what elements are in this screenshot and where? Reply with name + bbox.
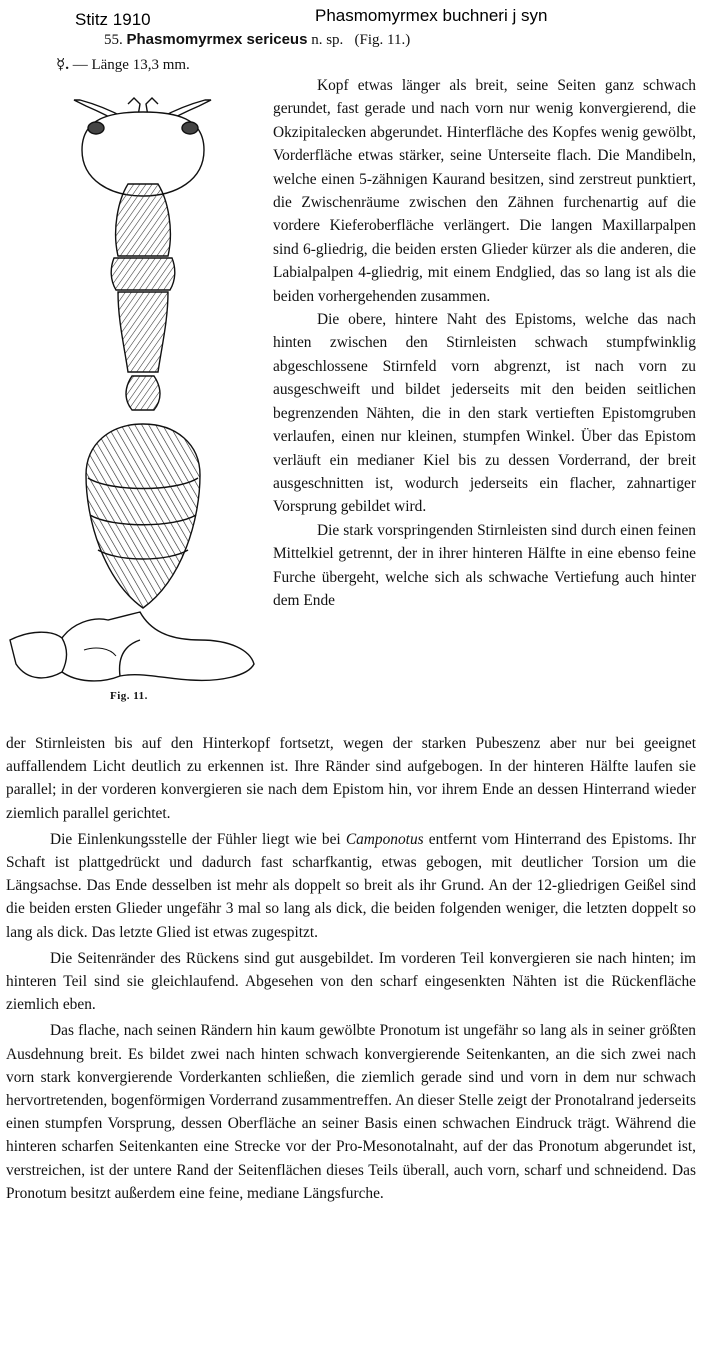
worker-symbol: ☿. (56, 57, 69, 73)
paragraph-head-description: Kopf etwas länger als breit, seine Seiten ganz schwach gerundet, fast gerade und nach vorn nur wenig konvergierend, die Okzipitalecken abgerundet. Hinterfläche des Kopfes wenig gewölbt, Vorderfläche etwas stärker, seine Unterseite flach. Die Mandibeln, welche einen 5-zähnigen Kaurand besitzen, sind zerstreut punktiert, die Zwischenräume zwischen den Zähnen furchenartig auf die vordere Kieferoberfläche verlängert. Die langen Maxillarpalpen sind 6-gliedrig, die beiden ersten Glieder kürzer als die anderen, die Labialpalpen 4-gliedrig, mit einem Endglied, das so lang ist als die beiden vorhergehenden zusammen. (273, 77, 696, 305)
antenna-text-after: entfernt vom Hinterrand des Epistoms. Ihr Schaft ist plattgedrückt und dadurch fast scharfkantig, etwas gebogen, mit deutlicher Torsion um die Längsachse. Das Ende desselben ist mehr als doppelt so breit als ihr Grund. An der 12-gliedrigen Geißel sind die beiden ersten Glieder ungefähr 3 mal so lang als dick, die beiden folgenden weniger, die letzten doppelt so lang als dick. Das letzte Glied ist etwas zugespitzt. (6, 830, 696, 941)
figure-caption: Fig. 11. (110, 690, 148, 702)
figure-reference: (Fig. 11.) (354, 32, 411, 48)
paragraph-thorax: Die Seitenränder des Rückens sind gut ausgebildet. Im vorderen Teil konvergieren sie nach hinten; im hinteren Teil sind sie gleichlaufend. Abgesehen von den scharf eingesenkten Nähten ist die Rückenfläche ziemlich eben. (6, 949, 696, 1014)
antenna-text-before: Die Einlenkungsstelle der Fühler liegt wie bei (50, 830, 341, 848)
length-line (56, 55, 190, 74)
species-status: n. sp. (311, 32, 344, 48)
species-name: Phasmomyrmex sericeus (126, 31, 308, 48)
species-heading (104, 31, 410, 49)
genus-camponotus: Camponotus (345, 830, 424, 848)
length-label: — Länge 13,3 mm. (72, 57, 190, 73)
paragraph-antennae (6, 828, 696, 944)
text-column-beside-figure (273, 74, 696, 612)
species-number: 55. (104, 32, 123, 48)
paragraph-epistom: Die obere, hintere Naht des Epistoms, welche das nach hinten zwischen den Stirnleisten schwach stumpfwinklig abgeschlossene Stirnfeld vorn abgrenzt, ist nach vorn zu ausgeschweift und bildet jederseits mit den beiden seitlichen begrenzenden Nähten, die in den stark vertieften Epistomgruben verlaufen, einen nur kleinen, stumpfen Winkel. Über das Epistom verläuft ein medianer Kiel bis zu dessen Vorderrand, der breit ausgeschnitten ist, wodurch jederseits ein flacher, zahnartiger Vorsprung gebildet wird. (273, 311, 696, 516)
handwritten-annotation-left: Stitz 1910 (75, 10, 151, 29)
ant-illustration (0, 78, 270, 688)
paragraph-frontal-carinae-continued: der Stirnleisten bis auf den Hinterkopf fortsetzt, wegen der starken Pubeszenz aber nur bei geeignet auffallendem Licht deutlich zu erkennen ist. Ihre Ränder sind aufgebogen. In der hinteren Hälfte laufen sie parallel; in der vorderen konvergieren sie nach dem Epistom hin, vor ihrem Ende an dessen Hinterrand wieder ziemlich parallel gerichtet. (6, 735, 696, 822)
paragraph-frontal-carinae-start: Die stark vorspringenden Stirnleisten sind durch einen feinen Mittelkiel getrennt, der in ihrer hinteren Hälfte in eine ebenso feine Furche übergeht, welche sich als schwache Vertiefung auch hinter dem Ende (273, 521, 696, 609)
paragraph-pronotum: Das flache, nach seinen Rändern hin kaum gewölbte Pronotum ist ungefähr so lang als in seiner größten Ausdehnung breit. Es bildet zwei nach hinten schwach konvergierende Seitenkanten, an die sich zwei nach vorn stark konvergierende Vorderkanten schließen, die ziemlich gerade sind und vorn in dem nur schwach hervortretenden, bogenförmigen Vorderrand zusammentreffen. An dieser Stelle zeigt der Pronotalrand jederseits einen stumpfen Vorsprung, dessen Oberfläche an seiner Basis einen schwachen Eindruck trägt. Während die hinteren scharfen Seitenkanten eine Strecke vor der Pro-Mesonotalnaht, auf der das Pronotum abgerundet ist, verstreichen, ist der untere Rand der Seitenflächen dieses Teils überall, auch vorn, scharf und schneidend. Das Pronotum besitzt außerdem eine feine, mediane Längsfurche. (6, 1022, 696, 1202)
text-full-width (6, 732, 696, 1205)
handwritten-annotation-right: Phasmomyrmex buchneri j syn (315, 6, 548, 25)
